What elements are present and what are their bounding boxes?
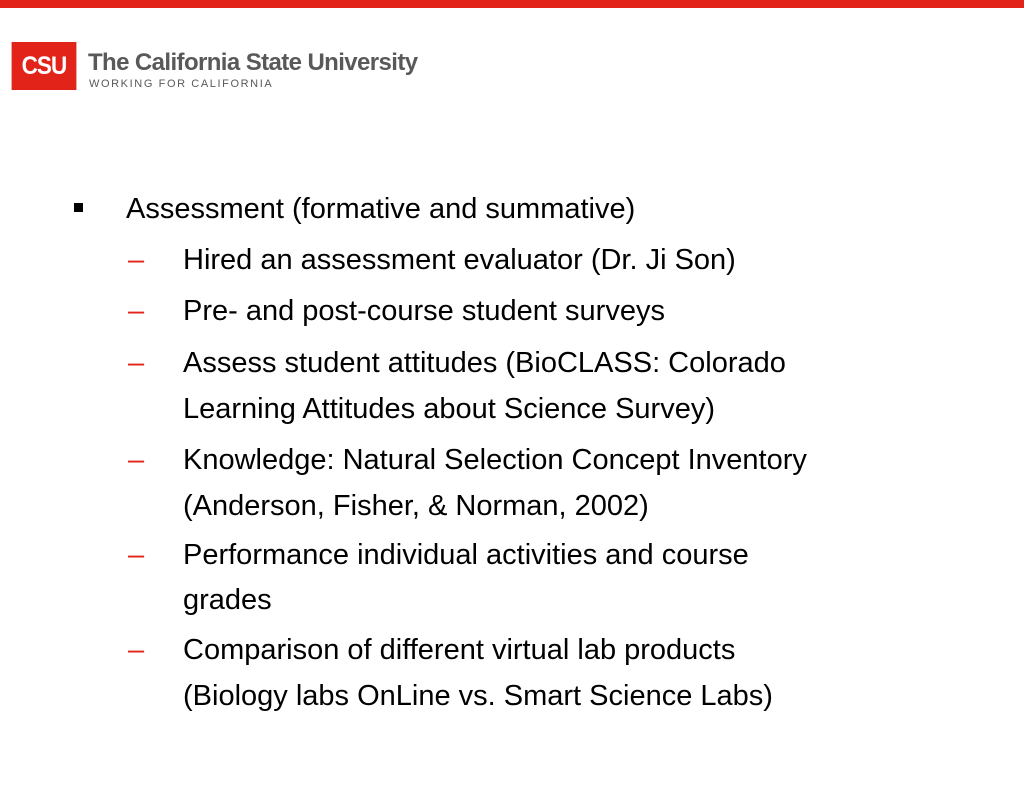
sub-bullet-text: grades — [183, 584, 272, 616]
csu-logo-badge: CSU — [12, 42, 77, 90]
sub-bullet-text: Hired an assessment evaluator (Dr. Ji Son) — [183, 244, 736, 276]
dash-marker: – — [128, 634, 145, 666]
dash-marker: – — [128, 444, 145, 476]
dash-marker: – — [128, 244, 145, 276]
bullet-text: Assessment (formative and summative) — [126, 193, 636, 225]
sub-bullet-text: Pre- and post-course student surveys — [183, 295, 665, 327]
sub-bullet-text: (Biology labs OnLine vs. Smart Science Labs) — [183, 680, 773, 712]
square-bullet-icon — [74, 203, 83, 212]
logo-tagline: WORKING FOR CALIFORNIA — [89, 78, 274, 90]
top-accent-bar — [0, 0, 1024, 8]
dash-marker: – — [128, 539, 145, 571]
sub-bullet-text: Assess student attitudes (BioCLASS: Colorado — [183, 347, 786, 379]
sub-bullet-text: Performance individual activities and course — [183, 539, 749, 571]
sub-bullet-text: Learning Attitudes about Science Survey) — [183, 393, 715, 425]
dash-marker: – — [128, 347, 145, 379]
dash-marker: – — [128, 295, 145, 327]
sub-bullet-text: Comparison of different virtual lab products — [183, 634, 736, 666]
logo-title: The California State University — [88, 49, 418, 76]
sub-bullet-text: Knowledge: Natural Selection Concept Inventory — [183, 444, 807, 476]
sub-bullet-text: (Anderson, Fisher, & Norman, 2002) — [183, 490, 649, 522]
